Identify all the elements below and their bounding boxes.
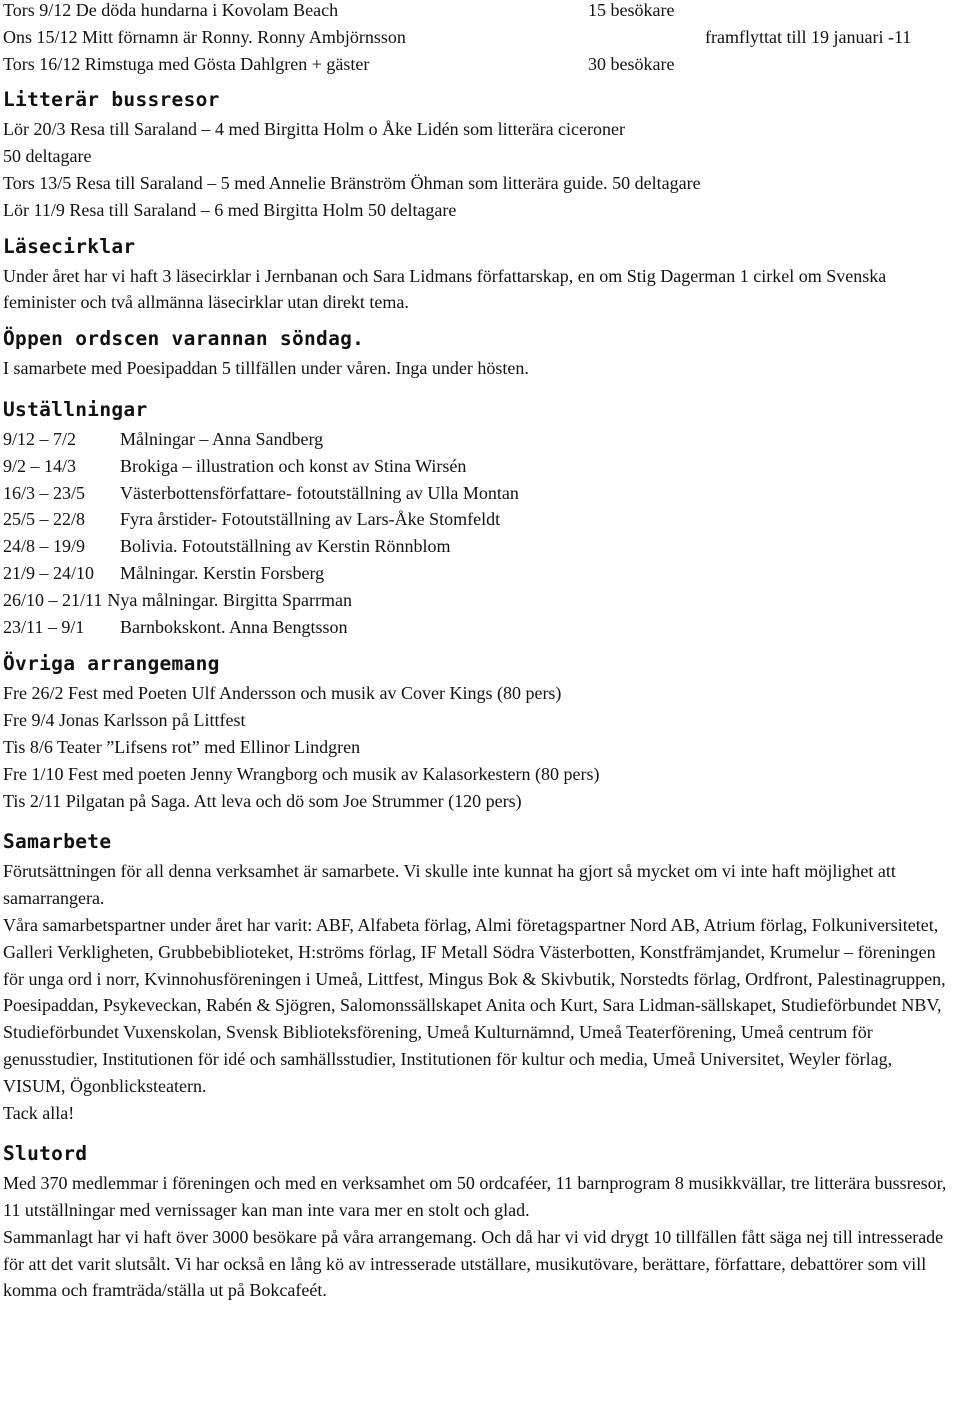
exhibition-dates-desc: 26/10 – 21/11 <box>3 589 103 610</box>
section-paragraph: Förutsättningen för all denna verksamhet är samarbete. Vi skulle inte kunnat ha gjort så mycket om vi inte haft möjlighet att samarrangera. <box>3 861 896 909</box>
section-ordscen <box>3 323 958 382</box>
thanks-line: Tack alla! <box>3 1102 75 1123</box>
section-heading: Övriga arrangemang <box>3 652 220 676</box>
section-paragraph: Sammanlagt har vi haft över 3000 besökare på våra arrangemang. Och då har vi vid drygt 10 tillfällen fått säga nej till intresserade för att det varit slutsålt. Vi har också en lång kö av intresserade utställare, musikutövare, berättare, författare, debattörer som vill komma och framträda/ställa ut på Bokcafeét. <box>3 1226 944 1301</box>
event-line: Tis 2/11 Pilgatan på Saga. Att leva och dö som Joe Strummer (120 pers) <box>3 790 522 811</box>
event-note: framflyttat till 19 januari -11 <box>705 26 912 47</box>
section-bussresor <box>3 84 958 223</box>
partners-paragraph: Våra samarbetspartner under året har varit: ABF, Alfabeta förlag, Almi företagspartner Nord AB, Atrium förlag, Folkuniversitetet, Galleri Verkligheten, Grubbebiblioteket, H:ströms förlag, IF Metall Södra Västerbotten, Konstfrämjandet, Krumelur – föreningen för unga ord i norr, Kvinnohusföreningen i Umeå, Littfest, Mingus Bok & Skivbutik, Norstedts förlag, Ordfront, Palestinagruppen, Poesipaddan, Psykeveckan, Rabén & Sjögren, Salomonssällskapet Anita och Kurt, Sara Lidman-sällskapet, Studieförbundet NBV, Studieförbundet Vuxenskolan, Svensk Biblioteksförening, Umeå Kulturnämnd, Umeå Teaterförening, Umeå centrum för genusstudier, Institutionen för idé och samhällsstudier, Institutionen för kultur och media, Umeå Universitet, Weyler förlag, VISUM, Ögonblicksteatern. <box>3 914 946 1096</box>
exhibition-desc: Fyra årstider- Fotoutställning av Lars-Åke Stomfeldt <box>120 509 501 530</box>
section-heading: Samarbete <box>3 830 112 854</box>
event-text: Ons 15/12 Mitt förnamn är Ronny. Ronny Ambjörnsson <box>3 26 406 47</box>
section-ovriga <box>3 648 958 814</box>
event-line: Fre 9/4 Jonas Karlsson på Littfest <box>3 710 246 731</box>
exhibition-dates: 21/9 – 24/10 <box>3 562 95 583</box>
section-heading: Litterär bussresor <box>3 88 220 112</box>
exhibition-dates: 9/2 – 14/3 <box>3 455 77 476</box>
exhibition-desc: Barnbokskont. Anna Bengtsson <box>120 616 348 637</box>
event-line: Tis 8/6 Teater ”Lifsens rot” med Ellinor Lindgren <box>3 736 361 757</box>
exhibition-row <box>3 587 958 614</box>
section-heading: Öppen ordscen varannan söndag. <box>3 327 365 351</box>
event-note: 15 besökare <box>588 0 675 20</box>
exhibition-dates: 16/3 – 23/5 <box>3 482 86 503</box>
exhibition-dates: 25/5 – 22/8 <box>3 509 86 530</box>
exhibition-dates: 23/11 – 9/1 <box>3 616 85 637</box>
event-row <box>3 24 958 51</box>
exhibition-row <box>3 480 958 507</box>
exhibition-row <box>3 560 958 587</box>
exhibition-desc: Bolivia. Fotoutställning av Kerstin Rönnblom <box>120 536 451 557</box>
section-paragraph: Under året har vi haft 3 läsecirklar i Jernbanan och Sara Lidmans författarskap, en om Stig Dagerman 1 cirkel om Svenska feminister och två allmänna läsecirklar utan direkt tema. <box>3 265 887 313</box>
section-heading: Läsecirklar <box>3 234 136 258</box>
exhibition-dates: 9/12 – 7/2 <box>3 428 77 449</box>
section-slutord <box>3 1138 958 1304</box>
top-events <box>3 0 958 77</box>
exhibition-desc: Nya målningar. Birgitta Sparrman <box>107 589 352 610</box>
section-lasecirklar <box>3 231 958 317</box>
section-paragraph: Med 370 medlemmar i föreningen och med en verksamhet om 50 ordcaféer, 11 barnprogram 8 musikkvällar, tre litterära bussresor, 11 utställningar med vernissager kan man inte vara mer en stolt och glad. <box>3 1173 947 1221</box>
trip-line: Lör 11/9 Resa till Saraland – 6 med Birgitta Holm 50 deltagare <box>3 199 457 220</box>
exhibition-row <box>3 614 958 641</box>
trip-line: Tors 13/5 Resa till Saraland – 5 med Annelie Bränström Öhman som litterära guide. 50 deltagare <box>3 172 701 193</box>
exhibition-desc: Målningar. Kerstin Forsberg <box>120 562 325 583</box>
trip-line: Lör 20/3 Resa till Saraland – 4 med Birgitta Holm o Åke Lidén som litterära ciceroner <box>3 119 626 140</box>
event-note: 30 besökare <box>588 53 675 74</box>
event-text: Tors 9/12 De döda hundarna i Kovolam Beach <box>3 0 339 20</box>
event-row <box>3 51 958 78</box>
exhibition-row <box>3 426 958 453</box>
exhibition-desc: Brokiga – illustration och konst av Stina Wirsén <box>120 455 467 476</box>
exhibition-desc: Målningar – Anna Sandberg <box>120 428 324 449</box>
section-utstallningar <box>3 394 958 640</box>
document-page <box>3 0 958 1304</box>
section-samarbete <box>3 826 958 1126</box>
section-paragraph: I samarbete med Poesipaddan 5 tillfällen under våren. Inga under hösten. <box>3 358 529 379</box>
event-row <box>3 0 958 24</box>
section-heading: Uställningar <box>3 397 148 421</box>
exhibition-desc: Västerbottensförfattare- fotoutställning av Ulla Montan <box>120 482 519 503</box>
trip-line: 50 deltagare <box>3 146 92 167</box>
event-line: Fre 1/10 Fest med poeten Jenny Wrangborg och musik av Kalasorkestern (80 pers) <box>3 763 600 784</box>
exhibition-row <box>3 506 958 533</box>
exhibition-row <box>3 533 958 560</box>
event-line: Fre 26/2 Fest med Poeten Ulf Andersson och musik av Cover Kings (80 pers) <box>3 683 562 704</box>
exhibition-dates: 24/8 – 19/9 <box>3 536 86 557</box>
section-heading: Slutord <box>3 1142 88 1166</box>
exhibition-row <box>3 453 958 480</box>
event-text: Tors 16/12 Rimstuga med Gösta Dahlgren + gäster <box>3 53 370 74</box>
